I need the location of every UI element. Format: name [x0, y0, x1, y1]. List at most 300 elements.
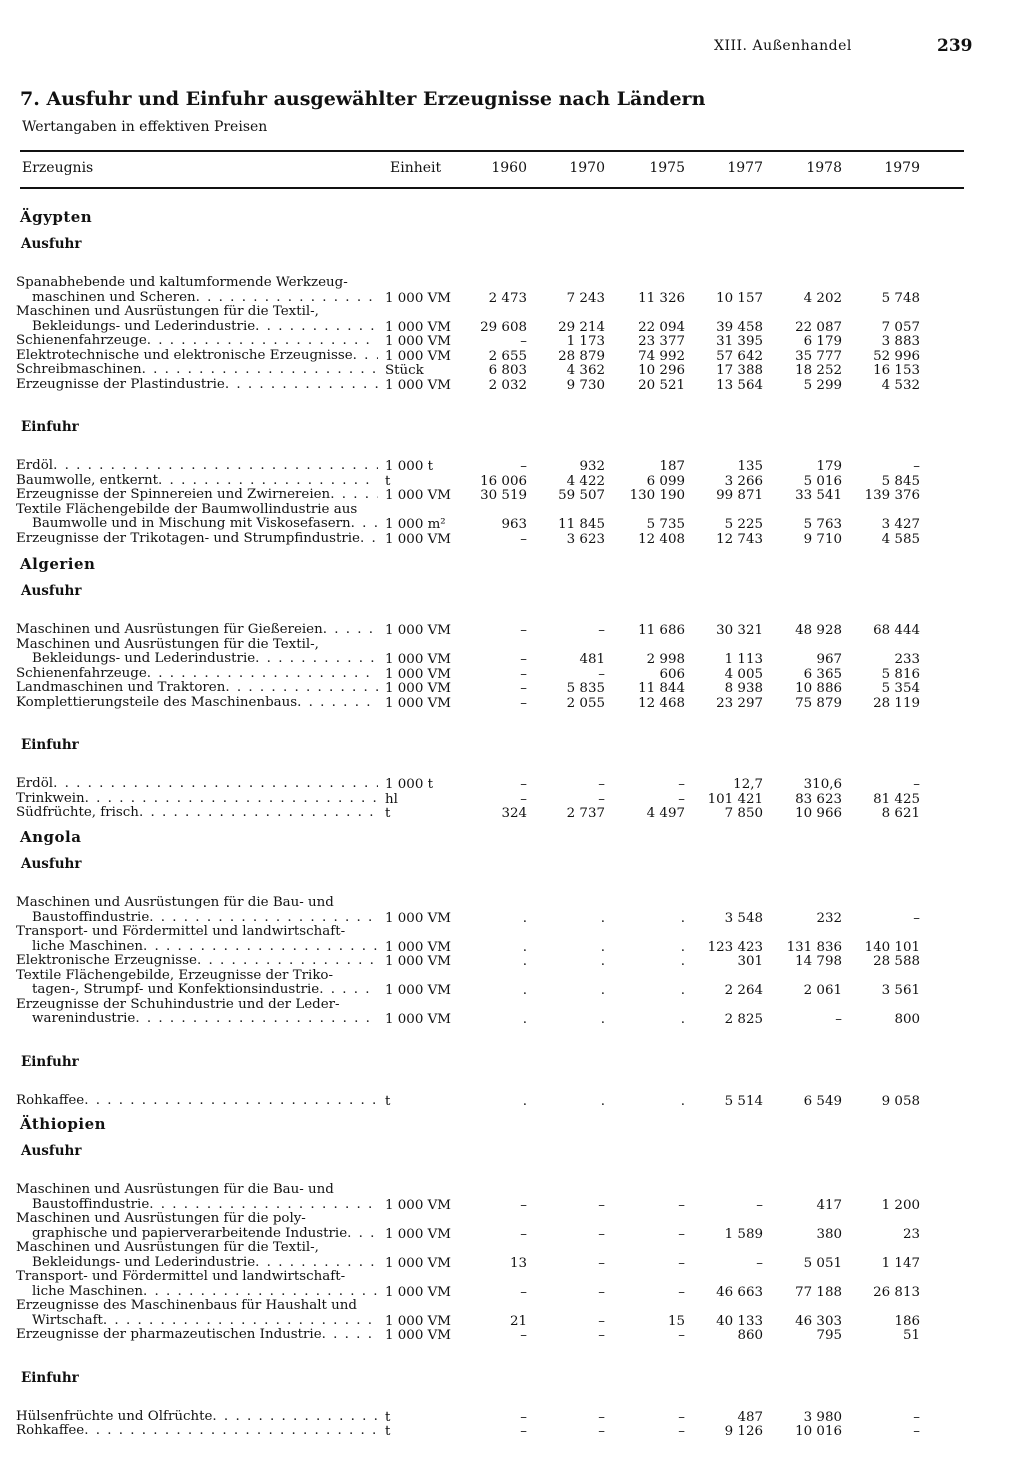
dot-leader — [353, 349, 378, 364]
value-cell: 380 — [816, 1226, 842, 1242]
unit-cell: 1 000 VM — [385, 983, 451, 998]
value-cell: – — [598, 666, 605, 682]
value-cell: 18 252 — [795, 363, 842, 378]
value-cell: . — [522, 939, 527, 955]
product-name-text: Landmaschinen und Traktoren — [16, 681, 226, 695]
value-cell: 1 173 — [566, 334, 605, 349]
product-name-text: Textile Flächengebilde der Baumwollindustrie aus — [16, 502, 358, 517]
product-name-line — [16, 305, 378, 320]
section-label: Ausfuhr — [21, 856, 82, 872]
product-name — [16, 1270, 378, 1299]
running-head: XIII. Außenhandel — [714, 38, 852, 54]
section-label: Einfuhr — [21, 1053, 79, 1070]
product-name-text: Schreibmaschinen — [16, 363, 142, 377]
product-name-line — [16, 806, 378, 821]
value-cell: 14 798 — [795, 954, 842, 969]
value-cell: 140 101 — [864, 939, 920, 955]
product-name-line — [16, 1424, 378, 1439]
value-cell: 1 200 — [881, 1197, 920, 1213]
value-cell: 6 803 — [488, 363, 527, 378]
value-cell: – — [598, 777, 605, 792]
value-cell: 130 190 — [629, 488, 685, 503]
column-header-1978: 1978 — [806, 160, 842, 176]
product-name-line — [16, 349, 378, 364]
product-name-line — [16, 1227, 378, 1242]
value-cell: 606 — [659, 666, 685, 682]
product-name-text: Wirtschaft — [32, 1313, 103, 1328]
value-cell: 7 057 — [881, 319, 920, 335]
value-cell: 795 — [816, 1328, 842, 1343]
product-name-text: Erdöl — [16, 777, 54, 791]
dot-leader — [347, 1227, 378, 1242]
value-cell: 11 845 — [558, 517, 605, 532]
value-cell: 3 561 — [881, 983, 920, 998]
value-cell: . — [600, 1093, 605, 1109]
value-cell: – — [520, 334, 527, 349]
dot-leader — [143, 1285, 378, 1300]
value-cell: 12 408 — [638, 531, 685, 547]
product-name-text: graphische und papierverarbeitende Industrie — [32, 1226, 348, 1241]
value-cell: 135 — [737, 459, 763, 474]
value-cell: 16 006 — [480, 473, 527, 489]
column-header-unit: Einheit — [390, 160, 442, 176]
value-cell: 3 427 — [881, 517, 920, 532]
value-cell: . — [680, 939, 685, 955]
product-name-line — [16, 1270, 378, 1285]
value-cell: 5 514 — [724, 1093, 763, 1109]
product-name — [16, 667, 378, 682]
value-cell: 26 813 — [873, 1284, 920, 1300]
value-cell: 9 710 — [803, 531, 842, 547]
product-name-text: Bekleidungs- und Lederindustrie — [32, 652, 256, 666]
product-name-line — [16, 1198, 378, 1213]
unit-cell: hl — [385, 791, 398, 807]
unit-cell: 1 000 t — [385, 459, 433, 474]
value-cell: 2 055 — [566, 695, 605, 711]
dot-leader — [255, 652, 378, 667]
product-name-text: Transport- und Fördermittel und landwirtschaft- — [16, 1270, 346, 1284]
value-cell: 4 362 — [566, 363, 605, 378]
value-cell: 8 621 — [881, 806, 920, 821]
product-name-text: Bekleidungs- und Lederindustrie — [32, 1255, 256, 1270]
value-cell: 10 886 — [795, 681, 842, 696]
value-cell: – — [598, 1284, 605, 1300]
product-name — [16, 349, 378, 364]
dot-leader — [225, 378, 378, 393]
dot-leader — [212, 1410, 378, 1425]
value-cell: 5 845 — [881, 473, 920, 489]
product-name — [16, 334, 378, 349]
unit-cell: 1 000 VM — [385, 681, 451, 696]
product-name-text: Baumwolle und in Mischung mit Viskosefasern — [32, 517, 351, 531]
product-name — [16, 638, 378, 667]
unit-cell: t — [385, 1409, 391, 1425]
value-cell: 4 585 — [881, 531, 920, 547]
unit-cell: 1 000 VM — [385, 1284, 451, 1300]
value-cell: 20 521 — [638, 377, 685, 393]
value-cell: . — [600, 910, 605, 926]
value-cell: – — [598, 1226, 605, 1242]
section-label: Einfuhr — [21, 419, 79, 435]
product-name — [16, 276, 378, 305]
dot-leader — [196, 291, 378, 306]
value-cell: 232 — [816, 910, 842, 926]
product-name-text: Erzeugnisse der Schuhindustrie und der Leder- — [16, 997, 340, 1012]
value-cell: 6 549 — [803, 1093, 842, 1109]
product-name-text: Textile Flächengebilde, Erzeugnisse der Triko- — [16, 968, 334, 983]
product-name-text: Schienenfahrzeuge — [16, 666, 147, 681]
unit-cell: 1 000 t — [385, 777, 433, 792]
value-cell: 21 — [509, 1313, 527, 1329]
value-cell: 3 266 — [724, 473, 763, 489]
product-name — [16, 1094, 378, 1109]
country-heading: Algerien — [20, 555, 96, 573]
value-cell: – — [835, 1012, 842, 1027]
product-name-line — [16, 1256, 378, 1271]
product-name — [16, 792, 378, 807]
product-name-line — [16, 1094, 378, 1109]
product-name-line — [16, 474, 378, 489]
value-cell: 16 153 — [873, 363, 920, 378]
unit-cell: 1 000 VM — [385, 939, 451, 955]
dot-leader — [255, 320, 378, 335]
product-name-line — [16, 998, 378, 1013]
product-name — [16, 488, 378, 503]
product-name-text: Baustoffindustrie — [32, 1197, 150, 1212]
value-cell: 11 326 — [638, 290, 685, 306]
value-cell: – — [913, 1424, 920, 1439]
value-cell: 5 051 — [803, 1255, 842, 1271]
value-cell: – — [520, 1284, 527, 1300]
product-name-text: Maschinen und Ausrüstungen für die Textil-, — [16, 305, 319, 319]
table-subtitle: Wertangaben in effektiven Preisen — [22, 119, 268, 135]
value-cell: – — [678, 1255, 685, 1271]
value-cell: – — [520, 1197, 527, 1213]
value-cell: 487 — [737, 1409, 763, 1425]
value-cell: – — [598, 791, 605, 807]
unit-cell: 1 000 VM — [385, 319, 451, 335]
column-header-1975: 1975 — [649, 160, 685, 176]
unit-cell: 1 000 VM — [385, 1255, 451, 1271]
product-name-text: tagen-, Strumpf- und Konfektionsindustrie — [32, 983, 320, 997]
value-cell: 3 548 — [724, 910, 763, 926]
value-cell: – — [520, 652, 527, 667]
product-name-line — [16, 896, 378, 911]
value-cell: – — [598, 1255, 605, 1271]
unit-cell: 1 000 VM — [385, 666, 451, 682]
section-label: Einfuhr — [21, 737, 79, 753]
product-name — [16, 681, 378, 696]
section-label: Ausfuhr — [21, 583, 82, 599]
dot-leader — [147, 334, 378, 349]
value-cell: 59 507 — [558, 488, 605, 503]
product-name — [16, 696, 378, 711]
product-name — [16, 1212, 378, 1241]
value-cell: – — [520, 1409, 527, 1425]
product-name — [16, 777, 378, 792]
value-cell: 29 214 — [558, 319, 605, 335]
value-cell: 22 094 — [638, 319, 685, 335]
product-name-text: warenindustrie — [32, 1012, 136, 1026]
product-name — [16, 459, 378, 474]
value-cell: – — [520, 777, 527, 792]
value-cell: 2 655 — [488, 348, 527, 364]
value-cell: . — [680, 954, 685, 969]
value-cell: 8 938 — [724, 681, 763, 696]
table-title: 7. Ausfuhr und Einfuhr ausgewählter Erzeugnisse nach Ländern — [20, 88, 706, 110]
product-name-text: Elektrotechnische und elektronische Erzeugnisse — [16, 348, 353, 363]
column-header-product: Erzeugnis — [22, 160, 94, 176]
value-cell: . — [600, 1012, 605, 1027]
product-name-line — [16, 488, 378, 503]
value-cell: – — [756, 1255, 763, 1271]
value-cell: 11 686 — [638, 623, 685, 638]
value-cell: 3 883 — [881, 334, 920, 349]
product-name — [16, 925, 378, 954]
value-cell: 75 879 — [795, 695, 842, 711]
product-name-line — [16, 378, 378, 393]
product-name — [16, 954, 378, 969]
value-cell: 7 850 — [724, 806, 763, 821]
product-name-text: Erzeugnisse der Trikotagen- und Strumpfindustrie — [16, 531, 360, 546]
dot-leader — [319, 983, 378, 998]
product-name — [16, 532, 378, 547]
value-cell: 28 588 — [873, 954, 920, 969]
value-cell: 13 564 — [716, 377, 763, 393]
dot-leader — [323, 623, 378, 638]
value-cell: – — [520, 695, 527, 711]
unit-cell: 1 000 VM — [385, 488, 451, 503]
product-name-line — [16, 291, 378, 306]
product-name-text: Maschinen und Ausrüstungen für die Bau- und — [16, 896, 334, 910]
value-cell: 10 296 — [638, 363, 685, 378]
value-cell: . — [680, 983, 685, 998]
product-name-text: Schienenfahrzeuge — [16, 334, 147, 348]
value-cell: 4 422 — [566, 473, 605, 489]
value-cell: 1 113 — [724, 652, 763, 667]
value-cell: – — [520, 1424, 527, 1439]
value-cell: – — [520, 531, 527, 547]
product-name — [16, 378, 378, 393]
value-cell: 3 623 — [566, 531, 605, 547]
dot-leader — [149, 911, 378, 926]
value-cell: 187 — [659, 459, 685, 474]
product-name-text: Erzeugnisse des Maschinenbaus für Haushalt und — [16, 1299, 358, 1313]
value-cell: – — [520, 681, 527, 696]
dot-leader — [147, 667, 378, 682]
value-cell: 932 — [579, 459, 605, 474]
value-cell: 12 468 — [638, 695, 685, 711]
product-name-text: liche Maschinen — [32, 939, 144, 954]
product-name — [16, 1328, 378, 1343]
product-name-text: Maschinen und Ausrüstungen für die Bau- und — [16, 1183, 334, 1197]
value-cell: 5 816 — [881, 666, 920, 682]
value-cell: 2 032 — [488, 377, 527, 393]
product-name — [16, 503, 378, 532]
value-cell: – — [678, 1197, 685, 1213]
value-cell: 40 133 — [716, 1313, 763, 1329]
value-cell: 68 444 — [873, 623, 920, 638]
value-cell: 23 — [902, 1226, 920, 1242]
product-name-line — [16, 517, 378, 532]
value-cell: 48 928 — [795, 623, 842, 638]
value-cell: 51 — [902, 1328, 920, 1343]
product-name — [16, 1183, 378, 1212]
value-cell: 2 998 — [646, 652, 685, 667]
value-cell: 13 — [509, 1255, 527, 1271]
unit-cell: 1 000 VM — [385, 1328, 451, 1343]
product-name-line — [16, 1012, 378, 1027]
value-cell: 31 395 — [716, 334, 763, 349]
product-name-line — [16, 652, 378, 667]
value-cell: 7 243 — [566, 290, 605, 306]
country-heading: Angola — [20, 828, 82, 846]
value-cell: 4 202 — [803, 290, 842, 306]
value-cell: 5 225 — [724, 517, 763, 532]
value-cell: – — [598, 1424, 605, 1439]
product-name-text: Trinkwein — [16, 791, 85, 806]
value-cell: – — [520, 459, 527, 474]
value-cell: – — [520, 1328, 527, 1343]
product-name-text: Komplettierungsteile des Maschinenbaus — [16, 695, 298, 710]
value-cell: . — [600, 954, 605, 969]
unit-cell: 1 000 VM — [385, 910, 451, 926]
value-cell: 5 735 — [646, 517, 685, 532]
product-name-line — [16, 777, 378, 792]
value-cell: 74 992 — [638, 348, 685, 364]
column-header-1977: 1977 — [727, 160, 763, 176]
dot-leader — [297, 696, 378, 711]
product-name — [16, 998, 378, 1027]
value-cell: 4 532 — [881, 377, 920, 393]
product-name-text: Erzeugnisse der Spinnereien und Zwirnereien — [16, 488, 331, 502]
product-name-line — [16, 503, 378, 518]
dot-leader — [103, 1314, 378, 1329]
value-cell: 99 871 — [716, 488, 763, 503]
product-name-line — [16, 459, 378, 474]
value-cell: . — [522, 1012, 527, 1027]
product-name-text: Bekleidungs- und Lederindustrie — [32, 319, 256, 334]
value-cell: 46 663 — [716, 1284, 763, 1300]
product-name-text: Südfrüchte, frisch — [16, 806, 139, 820]
value-cell: 28 879 — [558, 348, 605, 364]
product-name-line — [16, 1285, 378, 1300]
dot-leader — [143, 940, 378, 955]
value-cell: 963 — [501, 517, 527, 532]
product-name-line — [16, 1299, 378, 1314]
value-cell: 57 642 — [716, 348, 763, 364]
product-name — [16, 1410, 378, 1425]
value-cell: . — [600, 983, 605, 998]
unit-cell: t — [385, 473, 391, 489]
value-cell: – — [913, 910, 920, 926]
value-cell: 5 354 — [881, 681, 920, 696]
value-cell: 1 589 — [724, 1226, 763, 1242]
value-cell: 4 005 — [724, 666, 763, 682]
value-cell: – — [678, 1226, 685, 1242]
value-cell: 6 365 — [803, 666, 842, 682]
product-name-line — [16, 969, 378, 984]
value-cell: 186 — [894, 1313, 920, 1329]
page-number: 239 — [937, 36, 973, 56]
value-cell: 1 147 — [881, 1255, 920, 1271]
unit-cell: 1 000 VM — [385, 695, 451, 711]
value-cell: 967 — [816, 652, 842, 667]
product-name-text: Rohkaffee — [16, 1424, 85, 1438]
value-cell: – — [678, 1328, 685, 1343]
value-cell: 52 996 — [873, 348, 920, 364]
value-cell: 2 825 — [724, 1012, 763, 1027]
unit-cell: 1 000 m² — [385, 517, 446, 532]
unit-cell: 1 000 VM — [385, 377, 451, 393]
unit-cell: 1 000 VM — [385, 954, 451, 969]
value-cell: 417 — [816, 1197, 842, 1213]
value-cell: 46 303 — [795, 1313, 842, 1329]
value-cell: 3 980 — [803, 1409, 842, 1425]
value-cell: 9 730 — [566, 377, 605, 393]
dot-leader — [255, 1256, 378, 1271]
value-cell: 324 — [501, 806, 527, 821]
product-name-text: Erzeugnisse der pharmazeutischen Industrie — [16, 1328, 322, 1342]
value-cell: 12,7 — [733, 777, 763, 792]
product-name-text: Elektronische Erzeugnisse — [16, 954, 197, 968]
value-cell: 23 297 — [716, 695, 763, 711]
dot-leader — [330, 488, 378, 503]
product-name-line — [16, 1183, 378, 1198]
value-cell: 5 748 — [881, 290, 920, 306]
value-cell: 123 423 — [707, 939, 763, 955]
dot-leader — [53, 777, 378, 792]
value-cell: – — [678, 791, 685, 807]
product-name-line — [16, 667, 378, 682]
section-label: Ausfuhr — [21, 1143, 82, 1159]
product-name-text: Hülsenfrüchte und Ölfrüchte — [16, 1409, 213, 1424]
value-cell: . — [680, 1093, 685, 1109]
dot-leader — [197, 954, 378, 969]
value-cell: 5 835 — [566, 681, 605, 696]
value-cell: 301 — [737, 954, 763, 969]
value-cell: 310,6 — [803, 777, 842, 792]
value-cell: 2 737 — [566, 806, 605, 821]
column-header-1979: 1979 — [884, 160, 920, 176]
value-cell: 10 157 — [716, 290, 763, 306]
dot-leader — [85, 792, 378, 807]
value-cell: 35 777 — [795, 348, 842, 364]
dot-leader — [135, 1012, 378, 1027]
product-name — [16, 1299, 378, 1328]
product-name-text: Maschinen und Ausrüstungen für die Textil-, — [16, 1241, 319, 1255]
value-cell: – — [520, 666, 527, 682]
product-name-line — [16, 940, 378, 955]
product-name-line — [16, 1314, 378, 1329]
value-cell: . — [680, 1012, 685, 1027]
value-cell: 77 188 — [795, 1284, 842, 1300]
section-label: Ausfuhr — [21, 236, 82, 252]
value-cell: 2 264 — [724, 983, 763, 998]
product-name-line — [16, 1212, 378, 1227]
product-name-line — [16, 954, 378, 969]
value-cell: – — [598, 1197, 605, 1213]
value-cell: 233 — [894, 652, 920, 667]
unit-cell: Stück — [385, 363, 424, 378]
value-cell: 30 321 — [716, 623, 763, 638]
dot-leader — [142, 363, 378, 378]
unit-cell: 1 000 VM — [385, 290, 451, 306]
product-name — [16, 806, 378, 821]
country-heading: Äthiopien — [20, 1115, 107, 1133]
value-cell: . — [522, 1093, 527, 1109]
product-name-text: Maschinen und Ausrüstungen für Gießereien — [16, 623, 323, 637]
